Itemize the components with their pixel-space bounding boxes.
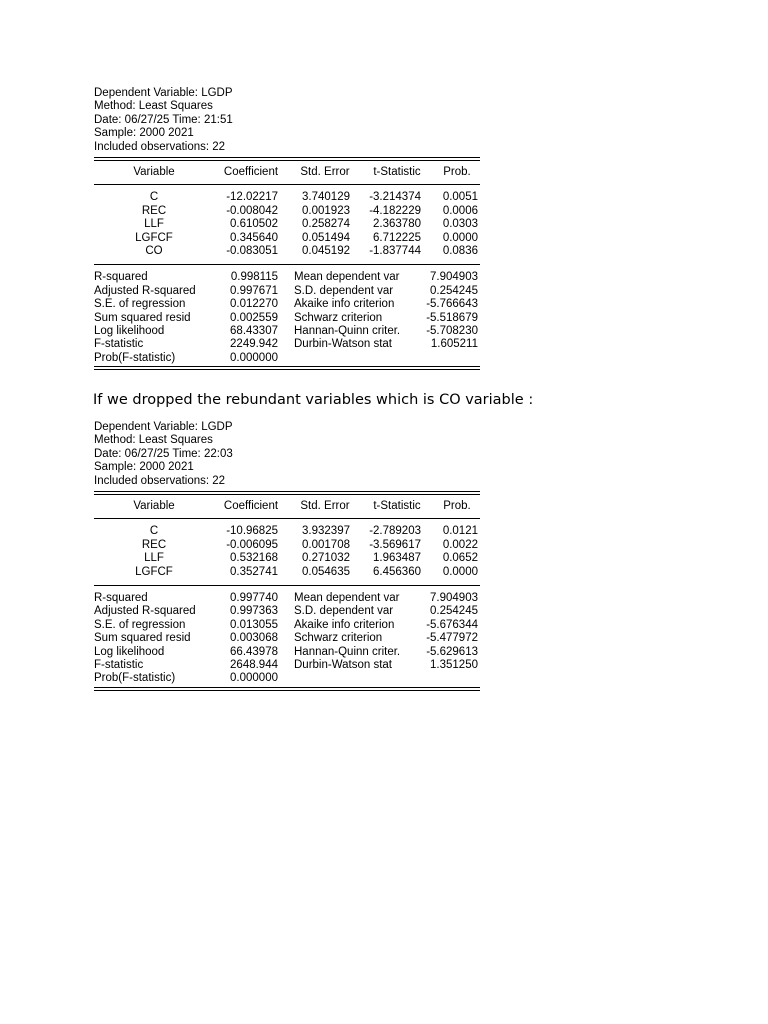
- stat-value: -5.766643: [426, 298, 478, 311]
- prob: 0.0303: [442, 218, 478, 231]
- prob: 0.0000: [442, 565, 478, 578]
- table-row: [94, 539, 480, 552]
- std-error: 0.054635: [302, 565, 350, 578]
- variable-name: REC: [141, 538, 167, 551]
- stat-label: R-squared: [94, 591, 148, 604]
- coefficient: -0.083051: [226, 244, 278, 257]
- t-statistic: -2.789203: [369, 525, 421, 538]
- prob: 0.0022: [442, 538, 478, 551]
- method: Method: Least Squares: [94, 100, 213, 113]
- dependent-variable: Dependent Variable: LGDP: [94, 421, 233, 433]
- variable-name: LLF: [144, 218, 164, 231]
- double-rule: [94, 687, 480, 691]
- stat-value: 0.998115: [230, 271, 278, 284]
- coefficient: -12.02217: [226, 191, 278, 204]
- summary-stats: [94, 271, 480, 365]
- stat-value: 0.000000: [230, 351, 278, 364]
- double-rule: [94, 491, 480, 495]
- stat-label: Log likelihood: [94, 645, 165, 658]
- stat-value: 0.000000: [230, 672, 278, 685]
- prob: 0.0121: [442, 525, 478, 538]
- rule: [94, 184, 480, 185]
- stat-value: 0.997671: [230, 284, 278, 297]
- stat-label: Mean dependent var: [294, 271, 400, 284]
- stat-value: 0.997363: [230, 605, 278, 618]
- t-statistic: 1.963487: [373, 552, 421, 565]
- stat-value: 2648.944: [230, 658, 278, 671]
- date-time: Date: 06/27/25 Time: 22:03: [94, 447, 233, 460]
- stat-value: 0.254245: [430, 284, 478, 297]
- column-header-row: [94, 166, 480, 179]
- stat-label: Hannan-Quinn criter.: [294, 324, 401, 337]
- std-error: 0.258274: [302, 218, 350, 231]
- coefficient: 0.345640: [230, 231, 278, 244]
- rule: [94, 585, 480, 586]
- stat-label: Mean dependent var: [294, 591, 400, 604]
- table-row: [94, 552, 480, 565]
- stat-value: 68.43307: [230, 324, 278, 337]
- stat-label: R-squared: [94, 271, 148, 284]
- coefficient: 0.352741: [230, 565, 278, 578]
- t-statistic: -3.569617: [369, 538, 421, 551]
- stat-label: Prob(F-statistic): [94, 351, 176, 364]
- stats-row: [94, 271, 480, 284]
- table-row: [94, 232, 480, 245]
- t-statistic: 6.712225: [373, 231, 421, 244]
- rule: [94, 264, 480, 265]
- stats-row: [94, 312, 480, 325]
- stat-label: F-statistic: [94, 338, 144, 351]
- stats-row: [94, 672, 480, 685]
- stat-value: 2249.942: [230, 338, 278, 351]
- method: Method: Least Squares: [94, 434, 213, 447]
- stat-value: 1.351250: [430, 658, 478, 671]
- variable-name: C: [149, 191, 159, 204]
- stats-row: [94, 619, 480, 632]
- variable-name: LGFCF: [135, 231, 173, 244]
- regression-output-2: [94, 421, 480, 691]
- table-row: [94, 191, 480, 204]
- stat-label: S.E. of regression: [94, 298, 186, 311]
- stat-label: Schwarz criterion: [294, 311, 383, 324]
- table-row: [94, 205, 480, 218]
- stat-label: F-statistic: [94, 658, 144, 671]
- sample: Sample: 2000 2021: [94, 127, 194, 140]
- stats-row: [94, 592, 480, 605]
- stat-label: Sum squared resid: [94, 632, 191, 645]
- column-header-coefficient: Coefficient: [223, 500, 279, 513]
- stat-value: -5.629613: [426, 645, 478, 658]
- prob: 0.0051: [442, 191, 478, 204]
- column-header-coefficient: Coefficient: [223, 166, 279, 179]
- stats-row: [94, 605, 480, 618]
- stat-label: Prob(F-statistic): [94, 672, 176, 685]
- std-error: 0.001923: [302, 204, 350, 217]
- stat-label: Durbin-Watson stat: [294, 658, 392, 671]
- prob: 0.0652: [442, 552, 478, 565]
- coefficients-table: [94, 525, 480, 579]
- t-statistic: 6.456360: [373, 565, 421, 578]
- stat-value: -5.518679: [426, 311, 478, 324]
- regression-header: [94, 421, 480, 488]
- variable-name: LLF: [144, 552, 164, 565]
- stat-value: 0.013055: [230, 618, 278, 631]
- column-header-variable: Variable: [133, 166, 175, 179]
- coefficient: 0.610502: [230, 218, 278, 231]
- stat-label: Akaike info criterion: [294, 298, 395, 311]
- coefficient: -0.006095: [226, 538, 278, 551]
- stat-value: 66.43978: [230, 645, 278, 658]
- t-statistic: -3.214374: [369, 191, 421, 204]
- coefficient: -10.96825: [226, 525, 278, 538]
- stat-label: S.E. of regression: [94, 618, 186, 631]
- table-row: [94, 525, 480, 538]
- t-statistic: -4.182229: [369, 204, 421, 217]
- stats-row: [94, 338, 480, 351]
- std-error: 0.051494: [302, 231, 350, 244]
- variable-name: CO: [145, 244, 163, 257]
- stat-value: 7.904903: [430, 591, 478, 604]
- stat-label: Sum squared resid: [94, 311, 191, 324]
- dependent-variable: Dependent Variable: LGDP: [94, 87, 233, 99]
- t-statistic: -1.837744: [369, 244, 421, 257]
- stats-row: [94, 659, 480, 672]
- stat-label: S.D. dependent var: [294, 284, 394, 297]
- std-error: 3.932397: [302, 525, 350, 538]
- stat-label: Hannan-Quinn criter.: [294, 645, 401, 658]
- variable-name: REC: [141, 204, 167, 217]
- included-observations: Included observations: 22: [94, 140, 226, 153]
- column-header-prob: Prob.: [443, 500, 471, 513]
- double-rule: [94, 366, 480, 370]
- table-row: [94, 218, 480, 231]
- stat-label: Akaike info criterion: [294, 618, 395, 631]
- stat-value: -5.676344: [426, 618, 478, 631]
- stat-value: 0.002559: [230, 311, 278, 324]
- stat-value: -5.477972: [426, 632, 478, 645]
- column-header-variable: Variable: [133, 500, 175, 513]
- std-error: 0.001708: [302, 538, 350, 551]
- coefficients-table: [94, 191, 480, 258]
- sample: Sample: 2000 2021: [94, 461, 194, 474]
- column-header-std-error: Std. Error: [300, 166, 350, 179]
- stat-value: 7.904903: [430, 271, 478, 284]
- std-error: 3.740129: [302, 191, 350, 204]
- coefficient: 0.532168: [230, 552, 278, 565]
- stats-row: [94, 285, 480, 298]
- table-row: [94, 245, 480, 258]
- stat-label: Log likelihood: [94, 324, 165, 337]
- variable-name: LGFCF: [135, 565, 173, 578]
- stats-row: [94, 352, 480, 365]
- coefficient: -0.008042: [226, 204, 278, 217]
- stat-value: 0.254245: [430, 605, 478, 618]
- summary-stats: [94, 592, 480, 686]
- prob: 0.0836: [442, 244, 478, 257]
- stat-value: 1.605211: [430, 338, 478, 351]
- stat-value: 0.003068: [230, 632, 278, 645]
- std-error: 0.045192: [302, 244, 350, 257]
- stat-label: Adjusted R-squared: [94, 284, 196, 297]
- stats-row: [94, 325, 480, 338]
- stat-value: 0.997740: [230, 591, 278, 604]
- column-header-prob: Prob.: [443, 166, 471, 179]
- double-rule: [94, 157, 480, 161]
- stat-label: S.D. dependent var: [294, 605, 394, 618]
- column-header-t-statistic: t-Statistic: [373, 500, 421, 513]
- stat-value: 0.012270: [230, 298, 278, 311]
- stats-row: [94, 298, 480, 311]
- prob: 0.0006: [442, 204, 478, 217]
- column-header-row: [94, 500, 480, 513]
- stat-value: -5.708230: [426, 324, 478, 337]
- regression-output-1: [94, 87, 480, 370]
- date-time: Date: 06/27/25 Time: 21:51: [94, 113, 233, 126]
- stat-label: Adjusted R-squared: [94, 605, 196, 618]
- column-header-t-statistic: t-Statistic: [373, 166, 421, 179]
- prob: 0.0000: [442, 231, 478, 244]
- table-row: [94, 566, 480, 579]
- included-observations: Included observations: 22: [94, 474, 226, 487]
- std-error: 0.271032: [302, 552, 350, 565]
- stats-row: [94, 646, 480, 659]
- column-header-std-error: Std. Error: [300, 500, 350, 513]
- rule: [94, 518, 480, 519]
- stats-row: [94, 632, 480, 645]
- separator-text: If we dropped the rebundant variables which is CO variable :: [93, 392, 534, 408]
- stat-label: Durbin-Watson stat: [294, 338, 392, 351]
- stat-label: Schwarz criterion: [294, 632, 383, 645]
- t-statistic: 2.363780: [373, 218, 421, 231]
- variable-name: C: [149, 525, 159, 538]
- regression-header: [94, 87, 480, 154]
